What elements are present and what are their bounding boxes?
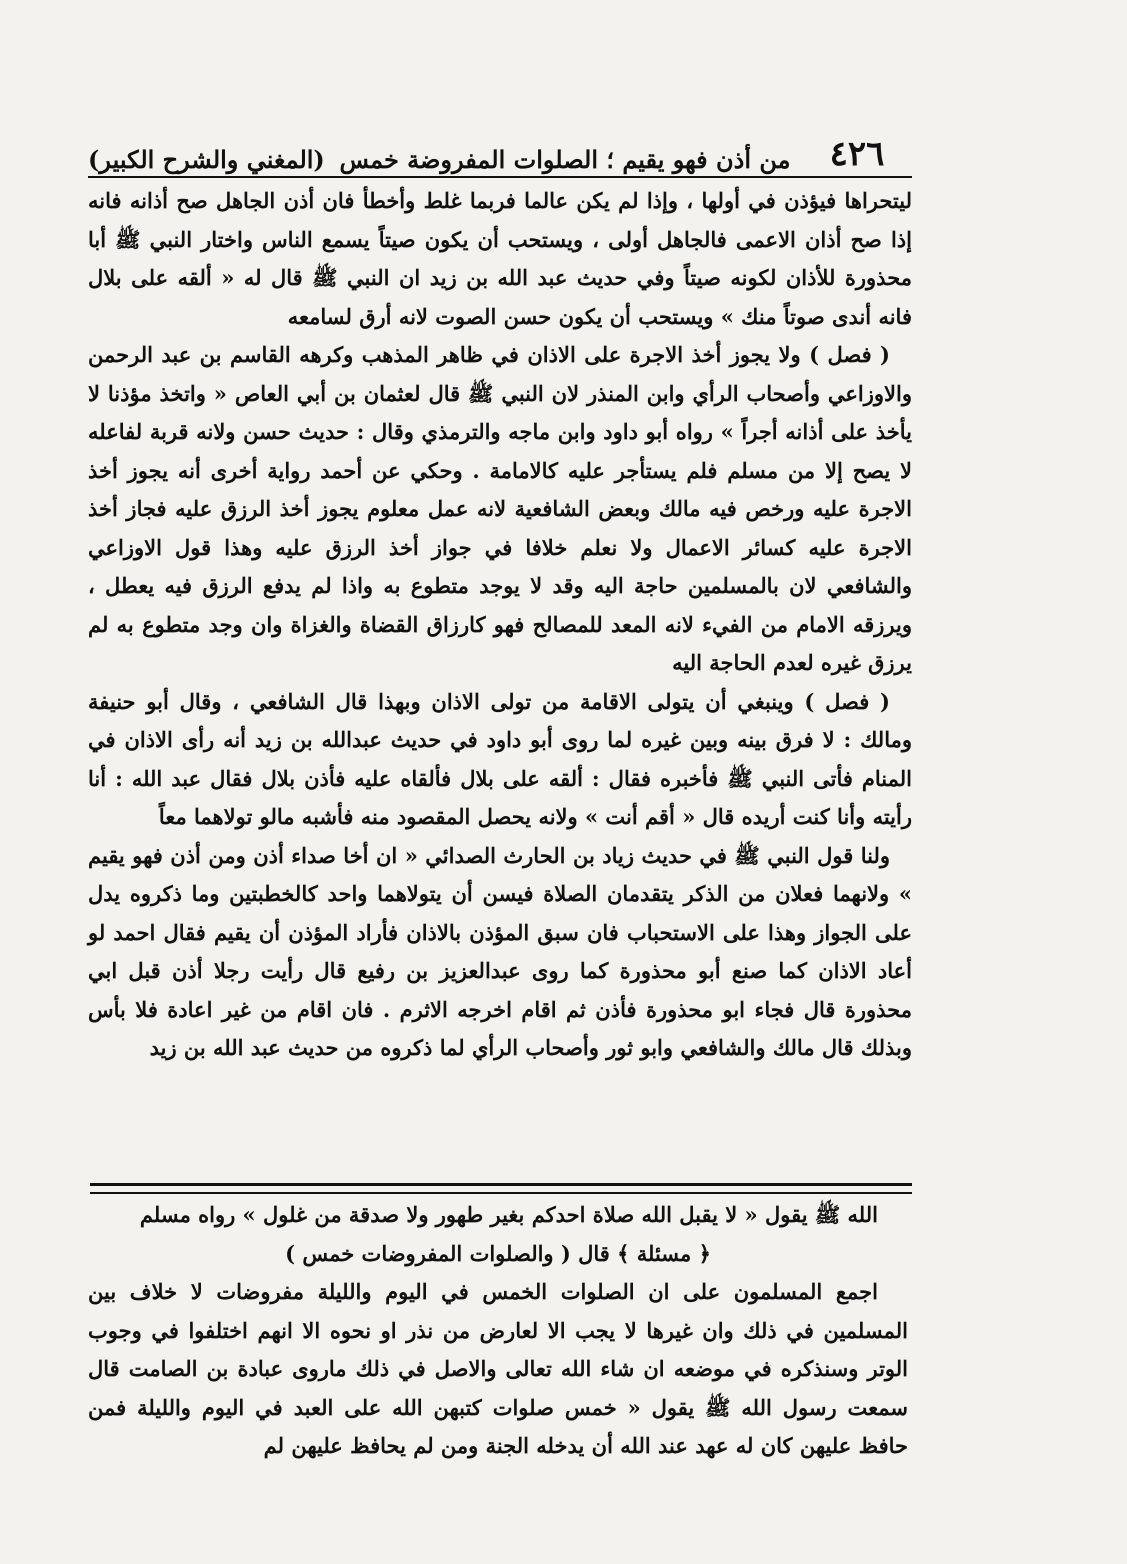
header-book-title: (المغني والشرح الكبير) [88, 145, 325, 174]
header-rule [88, 176, 912, 178]
page-number: ٤٢٦ [829, 134, 885, 174]
main-paragraph: ولنا قول النبي ﷺ في حديث زياد بن الحارث الصدائي « ان أخا صداء أذن ومن أذن فهو يقيم » ولانهما فعلان من الذكر يتقدمان الصلاة فيسن أن يتولاهما واحد كالخطبتين وما ذكروه يدل على الجواز وهذا على الاستحباب فان سبق المؤذن بالاذان فأراد المؤذن أن يقيم فقال احمد لو أعاد الاذان كما صنع أبو محذورة كما روى عبدالعزيز بن رفيع قال رأيت رجلا أذن قبل ابي محذورة قال فجاء ابو محذورة فأذن ثم اقام اخرجه الاثرم . فان اقام من غير اعادة فلا بأس وبذلك قال مالك والشافعي وابو ثور وأصحاب الرأي لما ذكروه من حديث عبد الله بن زيد [88, 842, 912, 1060]
commentary-heading: ﴿ مسئلة ﴾ قال ( والصلوات المفروضات خمس ) [285, 1240, 711, 1266]
commentary-paragraph: اجمع المسلمون على ان الصلوات الخمس في اليوم والليلة مفروضات لا خلاف بين المسلمين في ذلك وان غيرها لا يجب الا لعارض من نذر او نحوه الا انهم اختلفوا في وجوب الوتر وسنذكره في موضعه ان شاء الله تعالى والاصل في ذلك ماروى عبادة بن الصامت قال سمعت رسول الله ﷺ يقول « خمس صلوات كتبهن الله على العبد في اليوم والليلة فمن حافظ عليهن كان له عهد عند الله أن يدخله الجنة ومن لم يحافظ عليهن لم [88, 1279, 908, 1458]
section-divider [90, 1183, 912, 1194]
main-paragraph: ( فصل ) ولا يجوز أخذ الاجرة على الاذان في ظاهر المذهب وكرهه القاسم بن عبد الرحمن والاوزاعي وأصحاب الرأي وابن المنذر لان النبي ﷺ قال لعثمان بن أبي العاص « واتخذ مؤذنا لا يأخذ على أذانه أجراً » رواه أبو داود وابن ماجه والترمذي وقال : حديث حسن ولانه قربة لفاعله لا يصح إلا من مسلم فلم يستأجر عليه كالامامة . وحكي عن أحمد رواية أخرى أنه يجوز أخذ الاجرة عليه ورخص فيه مالك وبعض الشافعية لانه عمل معلوم يجوز أخذ الرزق عليه فجاز أخذ الاجرة عليه كسائر الاعمال ولا نعلم خلافا في جواز أخذ الرزق عليه وهذا قول الاوزاعي والشافعي لان بالمسلمين حاجة اليه وقد لا يوجد متطوع به واذا لم يدفع الرزق فيه يعطل ، ويرزقه الامام من الفيء لانه المعد للمصالح فهو كارزاق القضاة والغزاة وان وجد متطوع به لم يرزق غيره لعدم الحاجة اليه [88, 342, 912, 675]
main-text [88, 182, 912, 1068]
main-paragraph: ليتحراها فيؤذن في أولها ، وإذا لم يكن عالما فربما غلط وأخطأ فان أذن الجاهل صح أذانه فانه إذا صح أذان الاعمى فالجاهل أولى ، ويستحب أن يكون صيتاً يسمع الناس واختار النبي ﷺ أبا محذورة للأذان لكونه صيتاً وفي حديث عبد الله بن زيد ان النبي ﷺ قال له « ألقه على بلال فانه أندى صوتاً منك » ويستحب أن يكون حسن الصوت لانه أرق لسامعه [88, 188, 912, 329]
page-header [88, 128, 912, 174]
header-title: من أذن فهو يقيم ؛ الصلوات المفروضة خمس [339, 145, 791, 174]
commentary-text [88, 1196, 908, 1466]
commentary-line: الله ﷺ يقول « لا يقبل الله صلاة احدكم بغير طهور ولا صدقة من غلول » رواه مسلم [139, 1202, 878, 1227]
main-paragraph: ( فصل ) وينبغي أن يتولى الاقامة من تولى الاذان وبهذا قال الشافعي ، وقال أبو حنيفة ومالك : لا فرق بينه وبين غيره لما روى أبو داود في حديث عبدالله بن زيد أنه رأى الاذان في المنام فأتى النبي ﷺ فأخبره فقال : ألقه على بلال فألقاه عليه فأذن بلال فقال عبد الله : أنا رأيته وأنا كنت أريده قال « أقم أنت » ولانه يحصل المقصود منه فأشبه مالو تولاهما معاً [88, 688, 912, 829]
